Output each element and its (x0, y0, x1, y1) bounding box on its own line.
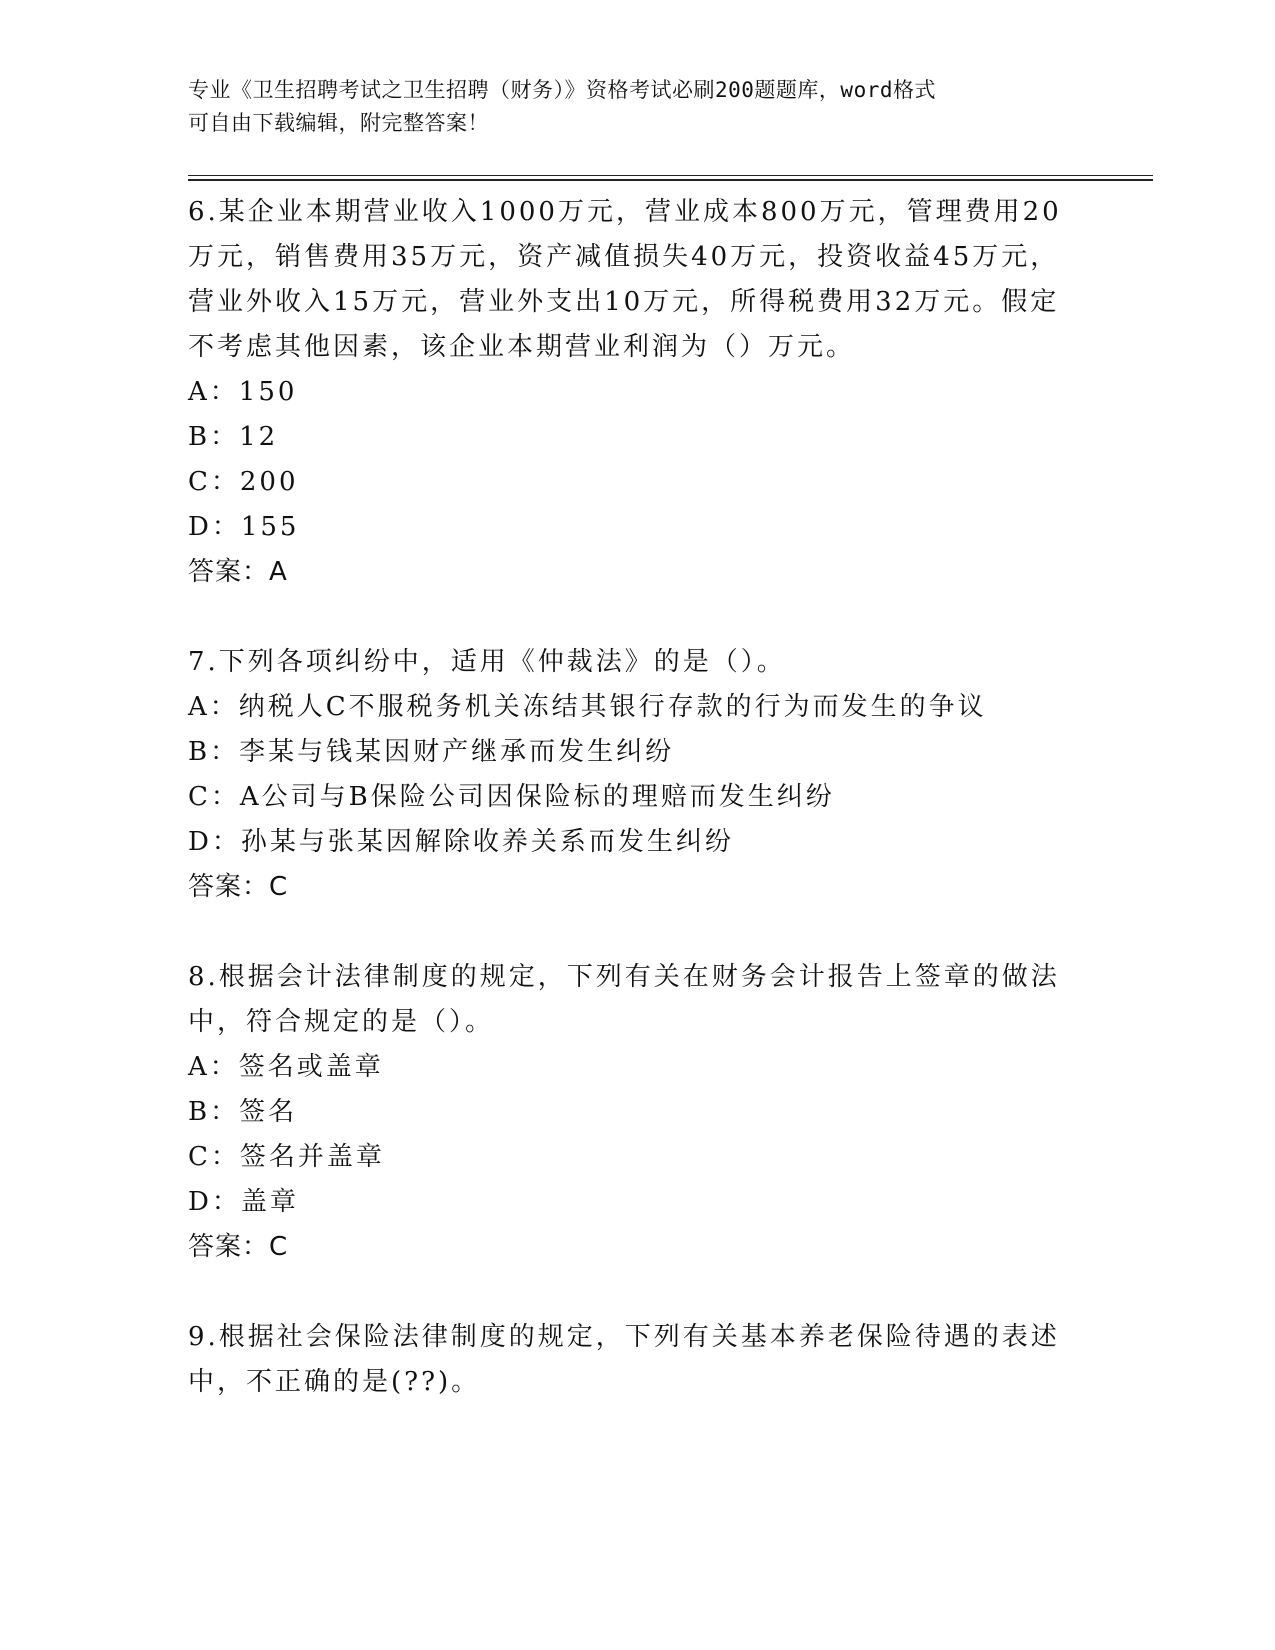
question-stem-line: 营业外收入15万元，营业外支出10万元，所得税费用32万元。假定 (188, 287, 1060, 317)
header-divider-thick (188, 179, 1153, 181)
question-stem-line: 6.某企业本期营业收入1000万元，营业成本800万元，管理费用20 (188, 197, 1062, 227)
option-a: A：签名或盖章 (188, 1052, 384, 1082)
option-d: D：孙某与张某因解除收养关系而发生纠纷 (188, 827, 734, 857)
option-a: A：150 (188, 377, 298, 407)
question-9 (188, 1315, 1088, 1405)
question-stem-line: 万元，销售费用35万元，资产减值损失40万元，投资收益45万元， (188, 242, 1060, 272)
question-stem-line: 中，不正确的是(??)。 (188, 1367, 481, 1397)
question-stem-line: 9.根据社会保险法律制度的规定，下列有关基本养老保险待遇的表述 (188, 1322, 1060, 1352)
option-c: C：200 (188, 467, 299, 497)
question-6 (188, 190, 1088, 595)
option-c: C：A公司与B保险公司因保险标的理赔而发生纠纷 (188, 782, 835, 812)
option-b: B：12 (188, 422, 279, 452)
question-stem-line: 7.下列各项纠纷中，适用《仲裁法》的是（）。 (188, 647, 786, 677)
option-d: D：155 (188, 512, 300, 542)
document-header (188, 74, 1068, 140)
question-stem-line: 8.根据会计法律制度的规定，下列有关在财务会计报告上签章的做法 (188, 962, 1060, 992)
option-c: C：签名并盖章 (188, 1142, 385, 1172)
answer-line: 答案：C (188, 872, 289, 902)
header-divider-thin (188, 175, 1153, 176)
header-line-2: 可自由下载编辑，附完整答案！ (188, 111, 489, 135)
question-list (188, 190, 1088, 1450)
question-8 (188, 955, 1088, 1270)
option-b: B：李某与钱某因财产继承而发生纠纷 (188, 737, 675, 767)
question-7 (188, 640, 1088, 910)
question-stem-line: 不考虑其他因素，该企业本期营业利润为（）万元。 (188, 332, 856, 362)
answer-line: 答案：A (188, 557, 288, 587)
answer-line: 答案：C (188, 1232, 289, 1262)
option-b: B：签名 (188, 1097, 298, 1127)
question-stem-line: 中，符合规定的是（）。 (188, 1007, 495, 1037)
option-a: A：纳税人C不服税务机关冻结其银行存款的行为而发生的争议 (188, 692, 987, 722)
option-d: D：盖章 (188, 1187, 299, 1217)
header-line-1: 专业《卫生招聘考试之卫生招聘（财务）》资格考试必刷200题题库，word格式 (188, 78, 936, 102)
